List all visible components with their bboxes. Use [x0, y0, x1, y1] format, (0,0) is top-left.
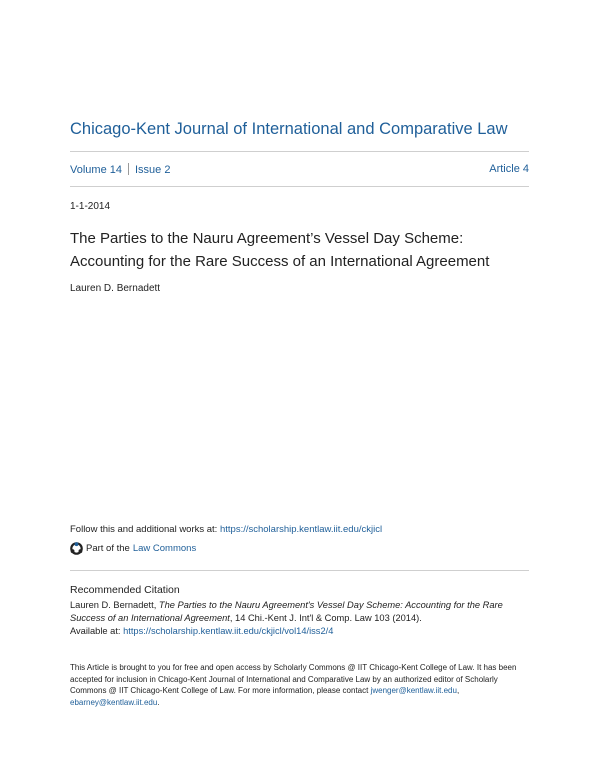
notice-text: This Article is brought to you for free and open access by Scholarly Commons @ IIT Chicago-Kent College of Law. It has been accepted for inclusion in Chicago-Kent Journal of International and Comparative Law by an authorized editor of Scholarly Commons @ IIT Chicago-Kent College of Law. For more information, please contact [70, 663, 517, 695]
part-of-line [70, 542, 196, 555]
citation-title: The Parties to the Nauru Agreement's Vessel Day Scheme: Accounting for the Rare Success of an International Agreement [70, 600, 503, 623]
article-title-line-2: Accounting for the Rare Success of an International Agreement [70, 253, 490, 270]
author-name: Lauren D. Bernadett [70, 283, 161, 294]
law-commons-link[interactable]: Law Commons [132, 543, 197, 554]
recommended-citation-heading: Recommended Citation [70, 584, 180, 596]
article-title-line-1: The Parties to the Nauru Agreement’s Vessel Day Scheme: [70, 230, 464, 247]
citation-text [70, 599, 535, 625]
follow-line [70, 524, 382, 535]
article-title [70, 227, 540, 273]
issue-link[interactable]: Issue 2 [134, 164, 171, 176]
follow-url-link[interactable]: https://scholarship.kentlaw.iit.edu/ckjicl [219, 524, 383, 535]
citation-details: , 14 Chi.-Kent J. Int'l & Comp. Law 103 (2014). [229, 613, 422, 623]
email-separator: , [456, 686, 460, 695]
divider [70, 186, 529, 187]
access-notice [70, 662, 535, 708]
part-of-prefix: Part of the [86, 543, 130, 554]
available-url-link[interactable]: https://scholarship.kentlaw.iit.edu/ckjicl/vol14/iss2/4 [123, 626, 334, 636]
publication-date: 1-1-2014 [70, 201, 111, 212]
follow-prefix: Follow this and additional works at: [70, 524, 220, 535]
divider [70, 570, 529, 571]
article-link[interactable]: Article 4 [489, 163, 529, 175]
volume-link[interactable]: Volume 14 [70, 164, 122, 176]
email-link-2[interactable]: ebarney@kentlaw.iit.edu [70, 697, 158, 707]
citation-author: Lauren D. Bernadett, [70, 600, 159, 610]
divider [128, 163, 129, 175]
issue-row [70, 163, 529, 176]
commons-network-icon [70, 542, 83, 555]
journal-title-link[interactable]: Chicago-Kent Journal of International and Comparative Law [70, 120, 508, 138]
notice-end: . [157, 697, 160, 707]
available-at-line [70, 626, 333, 636]
divider [70, 151, 529, 152]
available-prefix: Available at: [70, 626, 124, 636]
email-link-1[interactable]: jwenger@kentlaw.iit.edu [370, 686, 457, 695]
